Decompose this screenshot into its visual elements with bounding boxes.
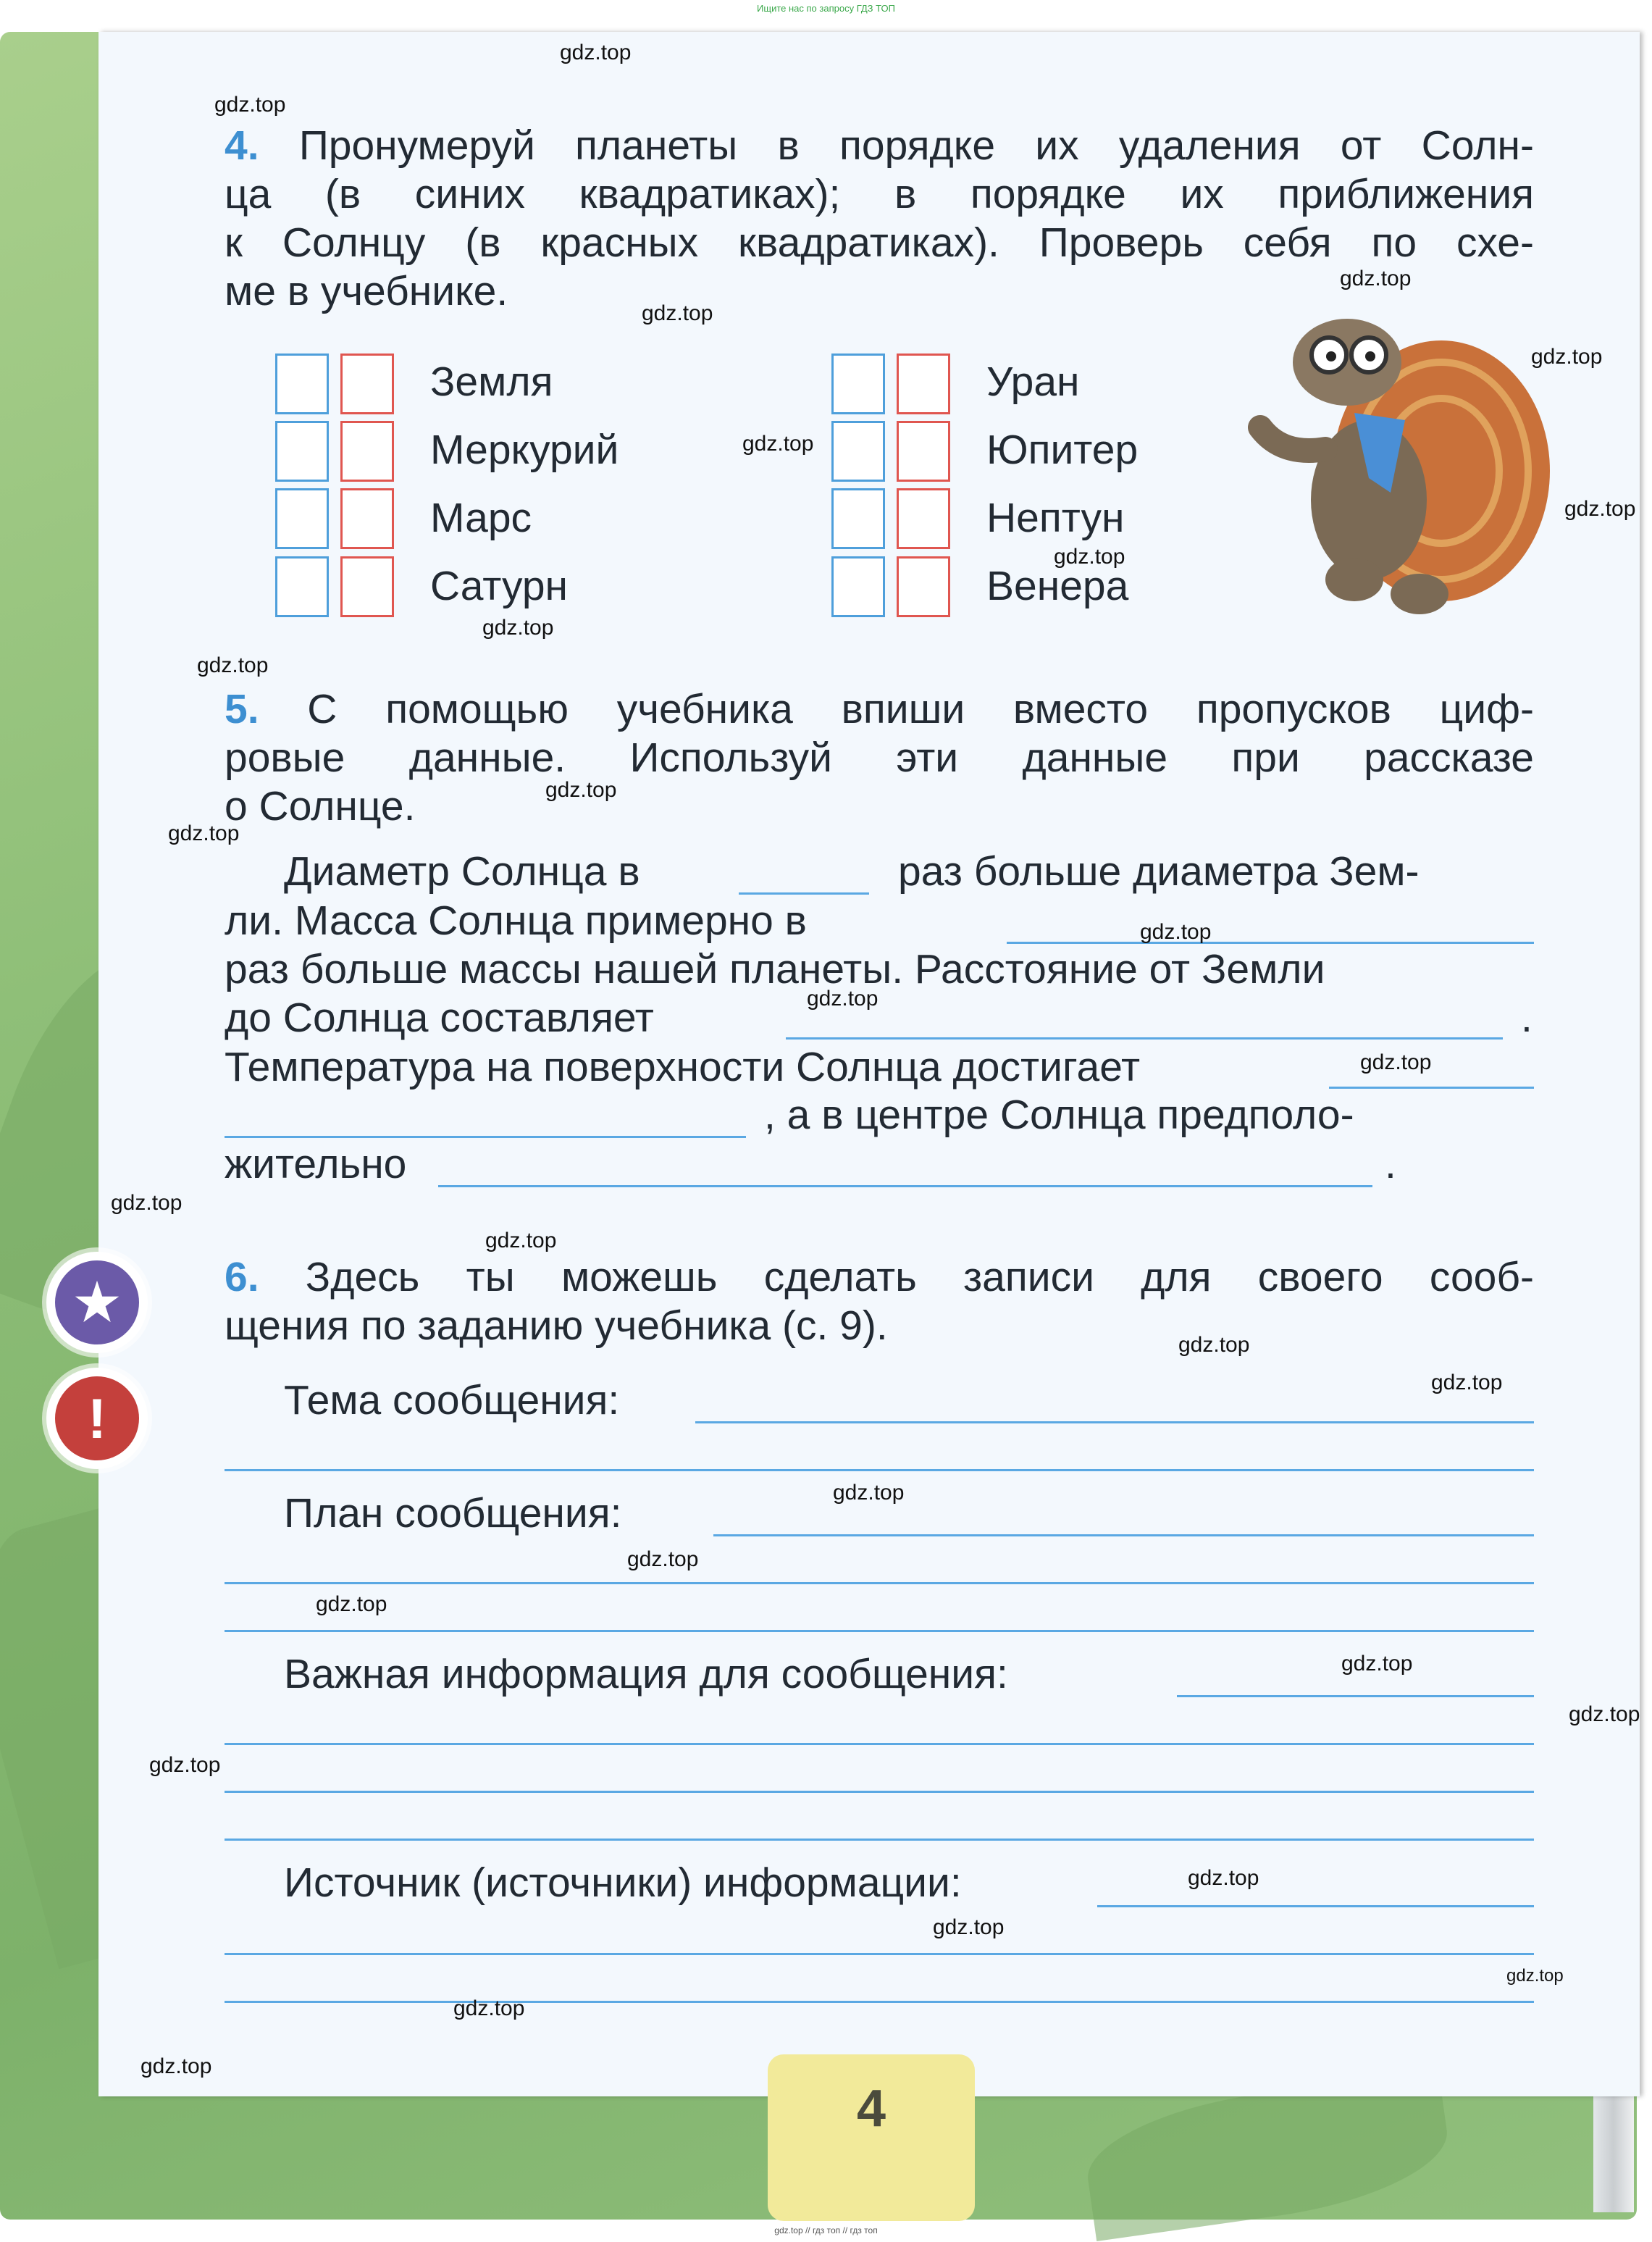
task5-text: 5. С помощью учебника впиши вместо пропусков циф- ровые данные. Используй эти данные при рассказе — [225, 686, 1534, 781]
header-note: Ищите нас по запросу ГДЗ ТОП — [757, 3, 895, 14]
watermark: gdz.top — [316, 1592, 387, 1616]
watermark: gdz.top — [1569, 1702, 1640, 1726]
task6-last-line: щения по заданию учебника (с. 9). — [225, 1302, 888, 1349]
footer-note: gdz.top // гдз топ // гдз топ — [774, 2225, 878, 2235]
turtle-eye — [1365, 351, 1375, 361]
answer-line[interactable] — [1007, 942, 1534, 944]
page-number: 4 — [856, 2080, 886, 2138]
watermark: gdz.top — [1340, 267, 1412, 290]
turtle-foot — [1325, 558, 1383, 601]
watermark: gdz.top — [453, 1996, 525, 2020]
answer-line[interactable] — [786, 1037, 1503, 1040]
answer-line[interactable] — [225, 1839, 1534, 1841]
watermark: gdz.top — [214, 93, 286, 117]
planet-label: Уран — [986, 359, 1080, 405]
watermark: gdz.top — [1341, 1652, 1413, 1676]
task4-last-line: ме в учебнике. — [225, 268, 508, 314]
turtle-arm — [1260, 427, 1325, 451]
fill-text: . — [1521, 995, 1532, 1041]
task4-number: 4. — [225, 122, 259, 169]
answer-line[interactable] — [1329, 1087, 1534, 1089]
watermark: gdz.top — [168, 821, 240, 845]
exclamation-badge — [46, 1368, 148, 1469]
watermark: gdz.top — [485, 1229, 557, 1252]
answer-line[interactable] — [225, 2001, 1534, 2003]
fill-text: , а в центре Солнца предполо- — [764, 1092, 1354, 1138]
watermark: gdz.top — [807, 987, 879, 1011]
watermark: gdz.top — [560, 41, 632, 64]
plan-label: План сообщения: — [284, 1490, 622, 1536]
answer-line[interactable] — [225, 1136, 746, 1138]
order-box-red[interactable] — [897, 488, 950, 549]
watermark: gdz.top — [933, 1915, 1005, 1939]
watermark: gdz.top — [1054, 545, 1125, 569]
turtle-foot — [1391, 574, 1448, 614]
answer-line[interactable] — [1177, 1695, 1534, 1697]
stars-badge — [46, 1252, 148, 1353]
answer-line[interactable] — [739, 892, 869, 895]
watermark: gdz.top — [627, 1547, 699, 1571]
watermark: gdz.top — [545, 778, 617, 802]
order-box-blue[interactable] — [831, 421, 885, 482]
order-box-blue[interactable] — [831, 556, 885, 617]
turtle-illustration — [1246, 304, 1550, 623]
order-box-blue[interactable] — [831, 354, 885, 414]
order-box-red[interactable] — [897, 354, 950, 414]
watermark: gdz.top — [1360, 1050, 1432, 1074]
order-box-red[interactable] — [897, 556, 950, 617]
watermark: gdz.top — [833, 1481, 905, 1505]
watermark: gdz.top — [1431, 1371, 1503, 1394]
planet-label: Нептун — [986, 495, 1125, 541]
watermark: gdz.top — [1188, 1866, 1259, 1890]
planet-label: Венера — [986, 563, 1129, 609]
watermark: gdz.top — [111, 1191, 183, 1215]
order-box-blue[interactable] — [275, 354, 329, 414]
task4-text: 4. Пронумеруй планеты в порядке их удаления от Солн- ца (в синих квадратиках); в порядке их приближения к Солнцу (в красных квадратиках). Проверь себя по схе- — [225, 122, 1534, 266]
answer-line[interactable] — [225, 1630, 1534, 1632]
task6-number: 6. — [225, 1254, 259, 1300]
fill-text: Диаметр Солнца в — [284, 848, 640, 895]
order-box-red[interactable] — [340, 556, 394, 617]
fill-text: жительно — [225, 1141, 407, 1187]
order-box-red[interactable] — [340, 354, 394, 414]
watermark: gdz.top — [1564, 497, 1636, 521]
order-box-blue[interactable] — [831, 488, 885, 549]
answer-line[interactable] — [695, 1421, 1534, 1423]
order-box-red[interactable] — [340, 488, 394, 549]
planet-label: Сатурн — [430, 563, 569, 609]
fill-text: раз больше массы нашей планеты. Расстояние от Земли — [225, 946, 1325, 992]
planet-label: Юпитер — [986, 427, 1139, 473]
watermark: gdz.top — [1140, 920, 1212, 944]
watermark: gdz.top — [1178, 1333, 1250, 1357]
order-box-red[interactable] — [340, 421, 394, 482]
source-label: Источник (источники) информации: — [284, 1860, 962, 1906]
answer-line[interactable] — [225, 1582, 1534, 1584]
answer-line[interactable] — [225, 1791, 1534, 1793]
planet-label: Меркурий — [430, 427, 619, 473]
order-box-blue[interactable] — [275, 421, 329, 482]
fill-text: раз больше диаметра Зем- — [898, 848, 1420, 895]
task5-number: 5. — [225, 686, 259, 732]
answer-line[interactable] — [225, 1469, 1534, 1471]
turtle-eye — [1326, 351, 1336, 361]
exclamation-badge-icon: ! — [55, 1376, 139, 1460]
order-box-blue[interactable] — [275, 556, 329, 617]
watermark: gdz.top — [197, 653, 269, 677]
answer-line[interactable] — [225, 1743, 1534, 1745]
planet-label: Марс — [430, 495, 532, 541]
fill-text: . — [1385, 1141, 1396, 1187]
watermark: gdz.top — [1506, 1966, 1564, 1986]
watermark: gdz.top — [1531, 345, 1603, 369]
answer-line[interactable] — [438, 1185, 1372, 1187]
answer-line[interactable] — [1097, 1905, 1534, 1907]
watermark: gdz.top — [149, 1753, 221, 1777]
watermark: gdz.top — [141, 2054, 212, 2078]
planet-label: Земля — [430, 359, 553, 405]
task6-text: 6. Здесь ты можешь сделать записи для своего сооб- — [225, 1254, 1534, 1300]
fill-text: до Солнца составляет — [225, 995, 654, 1041]
fill-text: ли. Масса Солнца примерно в — [225, 898, 807, 944]
answer-line[interactable] — [713, 1534, 1534, 1536]
task5-last-line: о Солнце. — [225, 783, 416, 829]
watermark: gdz.top — [482, 616, 554, 640]
order-box-red[interactable] — [897, 421, 950, 482]
watermark: gdz.top — [642, 301, 713, 325]
fill-text: Температура на поверхности Солнца достигает — [225, 1044, 1141, 1090]
watermark: gdz.top — [742, 432, 814, 456]
answer-line[interactable] — [225, 1953, 1534, 1955]
stars-badge-icon: ★ — [55, 1260, 139, 1344]
important-label: Важная информация для сообщения: — [284, 1651, 1008, 1697]
order-box-blue[interactable] — [275, 488, 329, 549]
topic-label: Тема сообщения: — [284, 1377, 620, 1423]
